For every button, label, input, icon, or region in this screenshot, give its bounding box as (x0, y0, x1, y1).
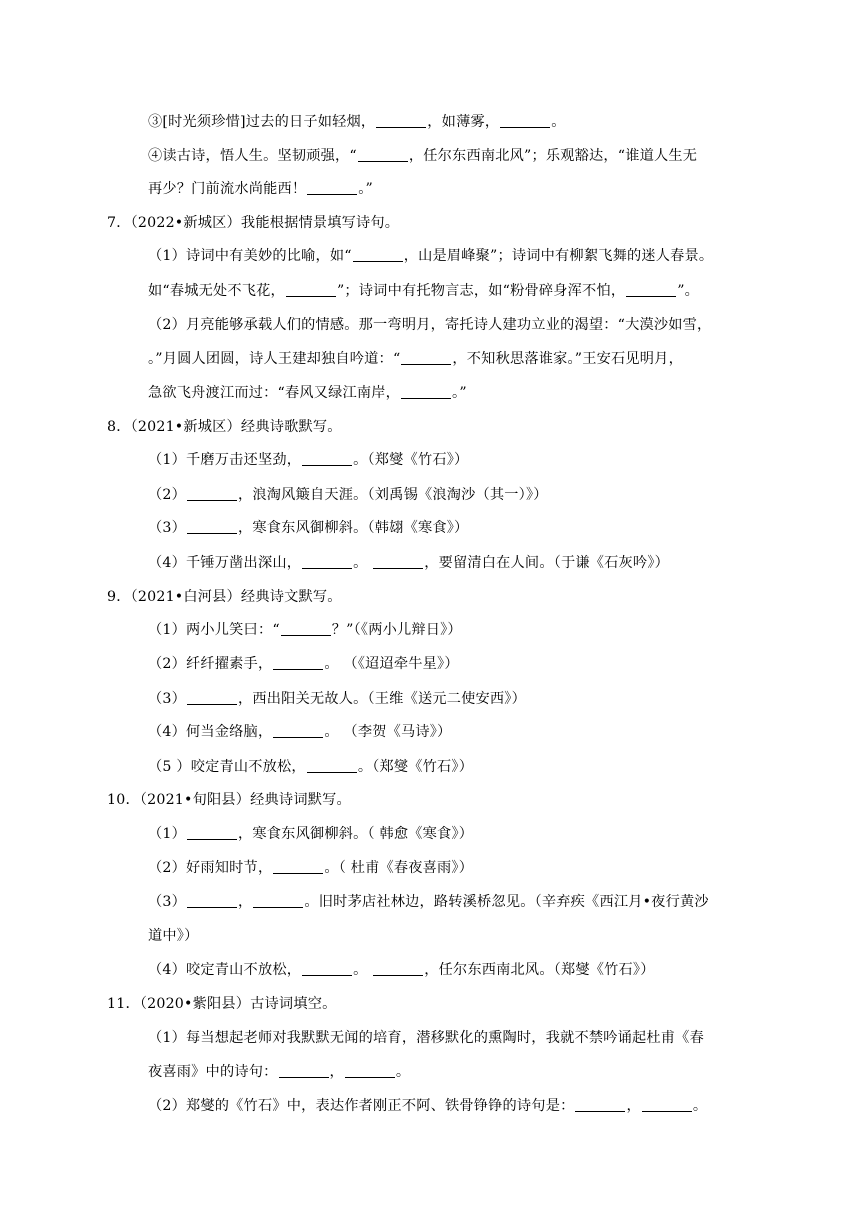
answer-blank[interactable] (273, 656, 323, 670)
answer-blank[interactable] (286, 283, 336, 297)
line-text: ，要留清白在人间。（于谦《石灰吟》） (424, 555, 669, 571)
text-line (0, 417, 342, 437)
text-line (0, 587, 342, 607)
line-text: （1）千磨万击还坚劲， (148, 452, 302, 468)
text-line (0, 1096, 707, 1116)
answer-blank[interactable] (376, 114, 426, 128)
line-text: 再少？门前流水尚能西！ (148, 181, 307, 197)
text-line (0, 926, 198, 946)
text-line (0, 450, 468, 470)
line-text: （2）纤纤擢素手， (148, 656, 273, 672)
line-text: （1）诗词中有美妙的比喻，如“ (148, 248, 352, 264)
line-text: 夜喜雨》中的诗句： (148, 1064, 278, 1080)
answer-blank[interactable] (345, 1064, 395, 1078)
line-text: 。（郑燮《竹石》） (357, 759, 474, 775)
line-text: （4）咬定青山不放松， (148, 962, 302, 978)
text-line (0, 689, 526, 709)
text-line (0, 757, 473, 777)
line-text: 。 (395, 1064, 411, 1080)
answer-blank[interactable] (273, 860, 323, 874)
line-text: ，任尔东西南北风。（郑燮《竹石》） (424, 962, 655, 978)
line-text: 道中》） (148, 928, 199, 944)
line-text: ，浪淘风簸自天涯。（刘禹锡《浪淘沙（其一）》） (238, 487, 548, 503)
line-text: 。 (353, 555, 373, 571)
text-line (0, 246, 713, 266)
line-text: ，山是眉峰聚”；诗词中有柳絮飞舞的迷人春景。 (403, 248, 714, 264)
line-text: 。 (551, 114, 566, 130)
line-text: （2）郑燮的《竹石》中，表达作者刚正不阿、铁骨铮铮的诗句是： (148, 1098, 575, 1114)
line-text: ， (329, 1064, 344, 1080)
line-text: 。旧时茅店社林边，路转溪桥忽见。（辛弃疾《西江月•夜行黄沙 (304, 894, 709, 910)
answer-blank[interactable] (626, 283, 676, 297)
answer-blank[interactable] (187, 691, 237, 705)
text-line (0, 112, 566, 132)
line-text: （3） (148, 520, 187, 536)
line-text: 。 (353, 962, 373, 978)
line-text: （2） (148, 487, 187, 503)
text-line (0, 281, 699, 301)
text-line (0, 858, 473, 878)
answer-blank[interactable] (353, 248, 403, 262)
line-text: 。 (692, 1098, 708, 1114)
text-line (0, 485, 548, 505)
answer-blank[interactable] (373, 962, 423, 976)
line-text: ，不知秋思落谁家。”王安石见明月， (452, 351, 683, 367)
answer-blank[interactable] (302, 962, 352, 976)
line-text: （2）好雨知时节， (148, 860, 273, 876)
text-line (0, 349, 683, 369)
line-text: 急欲飞舟渡江而过：“春风又绿江南岸， (148, 385, 401, 401)
line-text: （1） (148, 826, 187, 842)
answer-blank[interactable] (373, 555, 423, 569)
line-text: （3） (148, 894, 187, 910)
line-text: 如“春城无处不飞花， (148, 283, 285, 299)
answer-blank[interactable] (302, 452, 352, 466)
answer-blank[interactable] (187, 826, 237, 840)
text-line (0, 892, 709, 912)
line-text: 7．（2022•新城区）我能根据情景填写诗句。 (107, 215, 400, 231)
line-text: （1）每当想起老师对我默默无闻的培育，潜移默化的熏陶时，我就不禁吟诵起杜甫《春 (148, 1030, 704, 1046)
line-text: 11．（2020•紫阳县）古诗词填空。 (107, 996, 337, 1012)
line-text: ，西出阳关无故人。（王维《送元二使安西》） (238, 691, 526, 707)
text-line (0, 518, 468, 538)
text-line (0, 179, 373, 199)
answer-blank[interactable] (187, 894, 237, 908)
line-text: 。”月圆人团圆，诗人王建却独自吟道：“ (148, 351, 401, 367)
text-line (0, 553, 669, 573)
text-line (0, 620, 462, 640)
answer-blank[interactable] (307, 759, 357, 773)
line-text: ，如薄雾， (427, 114, 500, 130)
text-line (0, 824, 473, 844)
answer-blank[interactable] (279, 1064, 329, 1078)
line-text: ”；诗词中有托物言志，如“粉骨碎身浑不怕， (336, 283, 626, 299)
line-text: 。 （《迢迢牵牛星》） (324, 656, 459, 672)
line-text: ，寒食东风御柳斜。（ 韩愈《寒食》） (238, 826, 474, 842)
answer-blank[interactable] (302, 555, 352, 569)
line-text: （2）月亮能够承载人们的情感。那一弯明月，寄托诗人建功立业的渴望：“大漠沙如雪， (148, 317, 712, 333)
answer-blank[interactable] (187, 520, 237, 534)
answer-blank[interactable] (401, 351, 451, 365)
line-text: ”。 (677, 283, 700, 299)
line-text: （3） (148, 691, 187, 707)
text-line (0, 213, 399, 233)
line-text: 。 （李贺《马诗》） (324, 724, 452, 740)
line-text: 。（ 杜甫《春夜喜雨》） (324, 860, 474, 876)
text-line (0, 654, 459, 674)
text-line (0, 994, 336, 1014)
answer-blank[interactable] (401, 385, 451, 399)
line-text: （4）千锤万凿出深山， (148, 555, 302, 571)
answer-blank[interactable] (500, 114, 550, 128)
line-text: （1）两小儿笑曰：“ (148, 622, 280, 638)
line-text: （5 ）咬定青山不放松， (148, 759, 306, 775)
line-text: 。（郑燮《竹石》） (353, 452, 469, 468)
answer-blank[interactable] (358, 148, 408, 162)
answer-blank[interactable] (273, 724, 323, 738)
line-text: ？”（《两小儿辩日》） (331, 622, 462, 638)
answer-blank[interactable] (253, 894, 303, 908)
text-line (0, 383, 467, 403)
line-text: ，任尔东西南北风”；乐观豁达，“谁道人生无 (408, 148, 698, 164)
answer-blank[interactable] (642, 1098, 692, 1112)
answer-blank[interactable] (187, 487, 237, 501)
answer-blank[interactable] (575, 1098, 625, 1112)
line-text: ③[时光须珍惜]过去的日子如轻烟， (148, 114, 376, 130)
answer-blank[interactable] (307, 181, 357, 195)
line-text: ，寒食东风御柳斜。（韩翃《寒食》） (238, 520, 469, 536)
text-line (0, 315, 711, 335)
line-text: ④读古诗，悟人生。坚韧顽强，“ (148, 148, 357, 164)
line-text: ， (626, 1098, 641, 1114)
text-line (0, 722, 451, 742)
line-text: 。” (452, 385, 467, 401)
text-line (0, 1028, 704, 1048)
line-text: 8．（2021•新城区）经典诗歌默写。 (107, 419, 342, 435)
text-line (0, 146, 697, 166)
answer-blank[interactable] (281, 622, 331, 636)
line-text: ， (238, 894, 253, 910)
line-text: 。” (358, 181, 374, 197)
line-text: （4）何当金络脑， (148, 724, 273, 740)
text-line (0, 960, 655, 980)
line-text: 9．（2021•白河县）经典诗文默写。 (107, 589, 342, 605)
text-line (0, 790, 351, 810)
line-text: 10．（2021•旬阳县）经典诗词默写。 (107, 792, 351, 808)
text-line (0, 1062, 410, 1082)
